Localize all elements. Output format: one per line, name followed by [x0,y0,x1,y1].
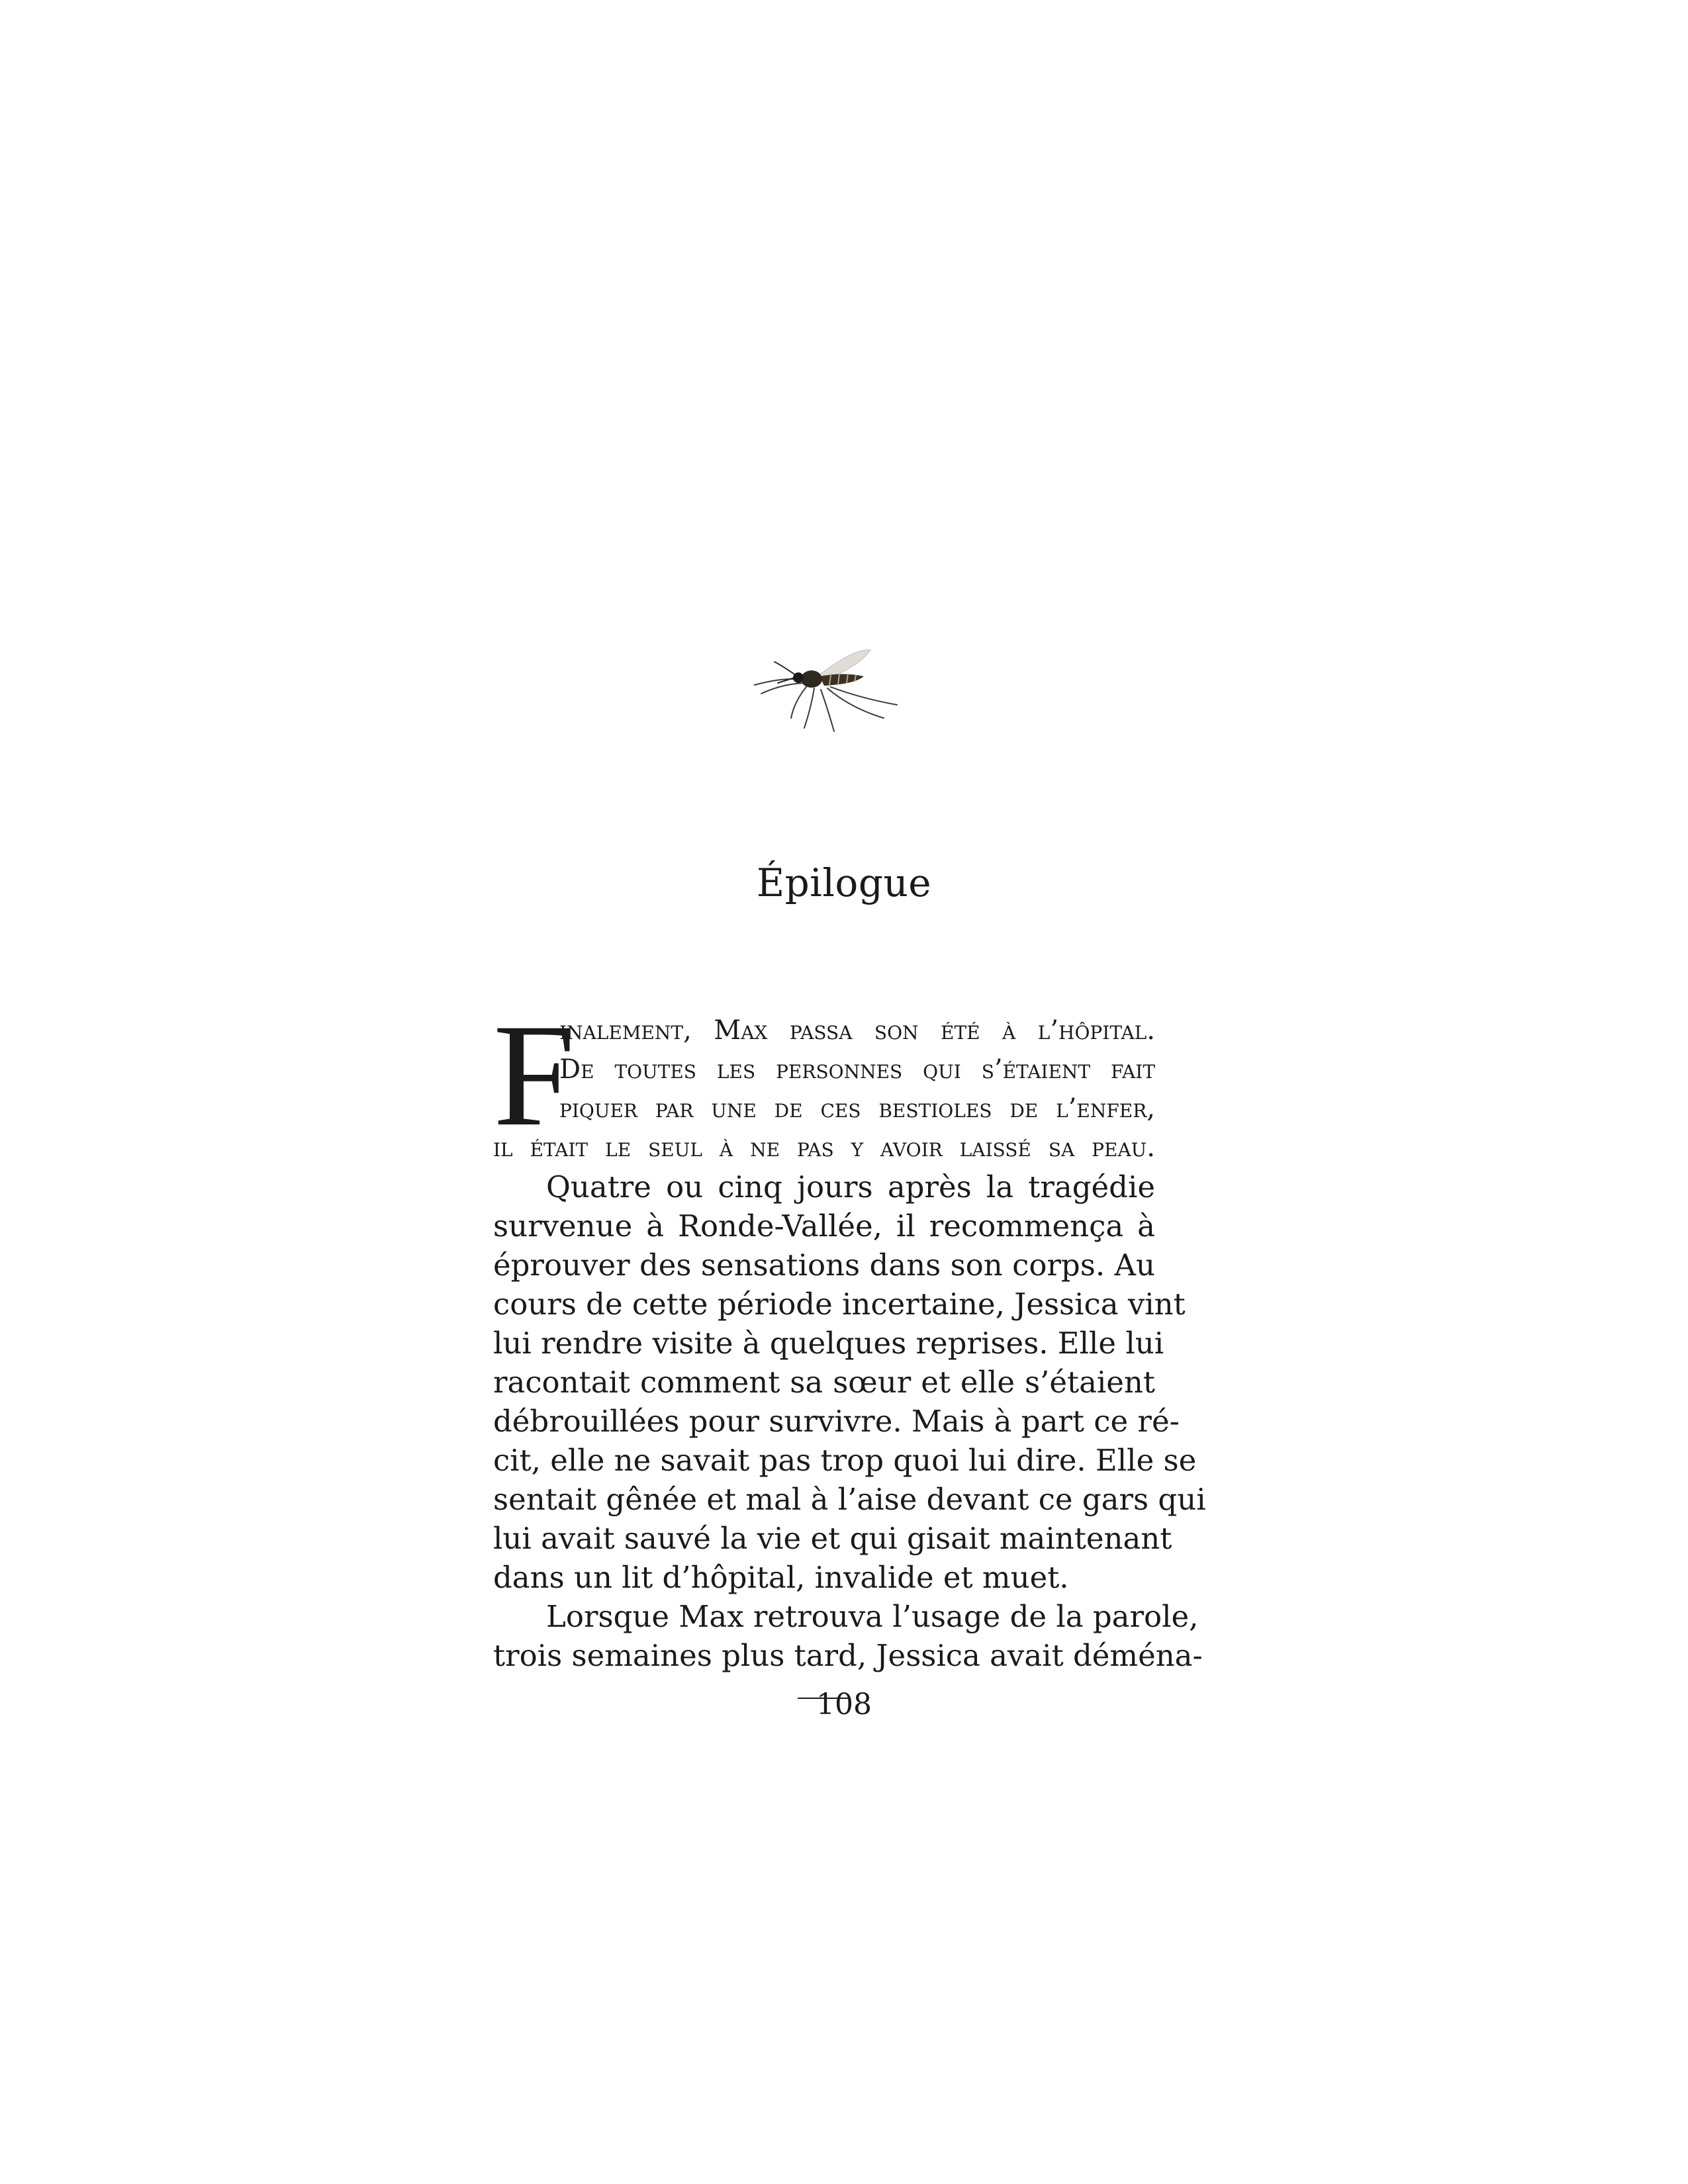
text-line: trois semaines plus tard, Jessica avait déména- [493,1638,1203,1673]
chapter-title: Épilogue [756,860,932,905]
drop-cap: F [493,994,575,1157]
opening-line: De toutes les personnes qui s’étaient fait [559,1054,1155,1085]
text-line: Quatre ou cinq jours après la tragédie [546,1169,1155,1205]
text-line: lui rendre visite à quelques reprises. Elle lui [493,1326,1164,1361]
mosquito-icon [728,635,914,754]
text-line: racontait comment sa sœur et elle s’étaient [493,1365,1155,1400]
text-line: cours de cette période incertaine, Jessica vint [493,1287,1186,1322]
text-line: dans un lit d’hôpital, invalide et muet. [493,1560,1069,1595]
opening-line: il était le seul à ne pas y avoir laissé sa peau. [493,1132,1155,1163]
paragraph [493,1597,1203,1675]
page-number: 108 [816,1688,872,1721]
text-line: Lorsque Max retrouva l’usage de la parole, [546,1599,1199,1634]
paragraph [493,1167,1206,1597]
text-line: survenue à Ronde-Vallée, il recommença à [493,1208,1155,1244]
body-text [493,994,1206,1675]
text-line: débrouillées pour survivre. Mais à part ce ré- [493,1404,1180,1439]
text-line: sentait gênée et mal à l’aise devant ce gars qui [493,1482,1206,1517]
text-line: cit, elle ne savait pas trop quoi lui dire. Elle se [493,1443,1197,1478]
opening-paragraph [493,994,1155,1167]
opening-line: inalement, Max passa son été à l’hôpital. [559,1015,1155,1046]
text-line: éprouver des sensations dans son corps. Au [493,1248,1155,1283]
opening-line: piquer par une de ces bestioles de l’enfer, [559,1093,1155,1124]
text-line: lui avait sauvé la vie et qui gisait maintenant [493,1521,1172,1556]
